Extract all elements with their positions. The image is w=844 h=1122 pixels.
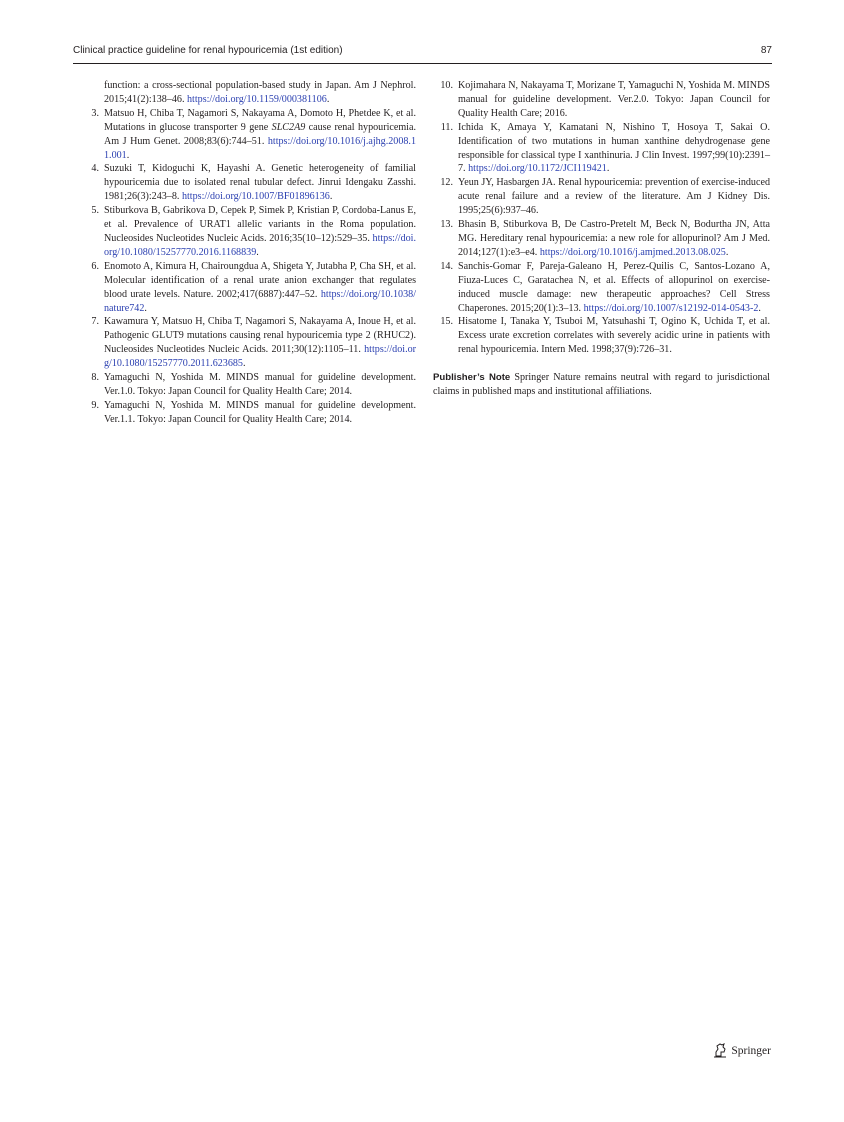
reference-number: 14. (440, 260, 453, 272)
reference-number: 15. (440, 316, 453, 328)
reference-number: 10. (440, 80, 453, 91)
reference-number: 11. (440, 121, 453, 133)
running-header (73, 43, 772, 64)
reference-10: 10. Kojimahara N, Nakayama T, Morizane T, Yamaguchi N, Yoshida M. MINDS manual for guideline development. Ver.2.0. Tokyo: Japan Council for Quality Health Care; 2016. (433, 79, 770, 121)
reference-12: 12. Yeun JY, Hasbargen JA. Renal hypouricemia: prevention of exercise-induced acute renal failure and a review of the literature. Am J Kidney Dis. 1995;25(6):937–46. (433, 176, 770, 218)
doi-link[interactable]: https://doi.org/10.1007/BF01896136 (181, 191, 330, 203)
reference-15: 15. Hisatome I, Tanaka Y, Tsuboi M, Yatsuhashi T, Ogino K, Uchida T, et al. Excess urate excretion correlates with severely acidic urine in patients with renal hypouricemia. Intern Med. 1998;37(9):726–31. (433, 315, 770, 357)
springer-brand: Springer (731, 1044, 771, 1057)
doi-link[interactable]: https://doi.org/10.1016/j.ajhg.2008.11.001 (104, 135, 416, 161)
reference-11: 11. Ichida K, Amaya Y, Kamatani N, Nishino T, Hosoya T, Sakai O. Identification of two mutations in human xanthine dehydrogenase gene responsible for classical type I xanthinuria. J Clin Invest. 1997;99(10):2391–7. https://doi.org/10.1172/JCI119421. (433, 121, 770, 177)
doi-link[interactable]: https://doi.org/10.1172/JCI119421 (468, 163, 607, 175)
reference-5: 5. Stiburkova B, Gabrikova D, Cepek P, Simek P, Kristian P, Cordoba-Lanus E, et al. Prevalence of URAT1 allelic variants in the Roma population. Nucleosides Nucleotides Nucleic Acids. 2016;35(10–12):529–35. https://doi.org/10.1080/15257770.2016.1168839. (79, 204, 416, 260)
reference-number: 13. (440, 219, 453, 231)
reference-6: 6. Enomoto A, Kimura H, Chairoungdua A, Shigeta Y, Jutabha P, Cha SH, et al. Molecular identification of a renal urate anion exchanger that regulates blood urate levels. Nature. 2002;417(6887):447–52. https://doi.org/10.1038/nature742. (79, 260, 416, 316)
reference-8: 8. Yamaguchi N, Yoshida M. MINDS manual for guideline development. Ver.1.0. Tokyo: Japan Council for Quality Health Care; 2014. (79, 371, 416, 399)
page-number: 87 (760, 45, 772, 56)
reference-14: 14. Sanchis-Gomar F, Pareja-Galeano H, Perez-Quilis C, Santos-Lozano A, Fiuza-Luces C, Garatachea N, et al. Effects of allopurinol on exercise-induced muscle damage: new therapeutic approaches? Cell Stress Chaperones. 2015;20(1):3–13. https://doi.org/10.1007/s12192-014-0543-2. (433, 260, 770, 316)
reference-number: 8. (91, 372, 99, 384)
doi-link[interactable]: https://doi.org/10.1007/s12192-014-0543-2 (583, 302, 759, 314)
reference-number: 3. (91, 107, 99, 119)
reference-number: 6. (91, 260, 99, 272)
doi-link[interactable]: https://doi.org/10.1038/nature742 (104, 288, 416, 314)
reference-number: 7. (91, 316, 99, 328)
doi-link[interactable]: https://doi.org/10.1159/000381106 (187, 93, 327, 105)
reference-number: 5. (91, 205, 99, 217)
reference-number: 4. (91, 163, 99, 175)
doi-link[interactable]: https://doi.org/10.1080/15257770.2011.623685 (104, 344, 416, 370)
publisher-note-text: Springer Nature remains neutral with regard to jurisdictional claims in published maps and institutional affiliations. (433, 372, 770, 398)
references-right-column (433, 79, 770, 399)
references-left-column (79, 79, 416, 427)
reference-number: 9. (91, 399, 99, 411)
reference-3: 3. Matsuo H, Chiba T, Nagamori S, Nakayama A, Domoto H, Phetdee K, et al. Mutations in glucose transporter 9 gene SLC2A9 cause renal hypouricemia. Am J Hum Genet. 2008;83(6):744–51. https://doi.org/10.1016/j.ajhg.2008.11.001. (79, 107, 416, 163)
publisher-footer (713, 1043, 771, 1058)
reference-13: 13. Bhasin B, Stiburkova B, De Castro-Pretelt M, Beck N, Bodurtha JN, Atta MG. Hereditary renal hypouricemia: a new role for allopurinol? Am J Med. 2014;127(1):e3–e4. https://doi.org/10.1016/j.amjmed.2013.08.025. (433, 218, 770, 260)
gene-name: SLC2A9 (271, 121, 306, 133)
doi-link[interactable]: https://doi.org/10.1016/j.amjmed.2013.08.025 (539, 246, 726, 258)
reference-2-continued: function: a cross-sectional population-based study in Japan. Am J Nephrol. 2015;41(2):138–46. https://doi.org/10.1159/000381106. (104, 80, 416, 105)
doi-link[interactable]: https://doi.org/10.1080/15257770.2016.1168839 (104, 232, 416, 258)
reference-9: 9. Yamaguchi N, Yoshida M. MINDS manual for guideline development. Ver.1.1. Tokyo: Japan Council for Quality Health Care; 2014. (79, 399, 416, 427)
publisher-note-label: Publisher’s Note (433, 372, 511, 384)
publisher-note (433, 371, 770, 399)
reference-4: 4. Suzuki T, Kidoguchi K, Hayashi A. Genetic heterogeneity of familial hypouricemia due to isolated renal tubular defect. Jinrui Idengaku Zasshi. 1981;26(3):243–8. https://doi.org/10.1007/BF01896136. (79, 162, 416, 204)
running-title: Clinical practice guideline for renal hypouricemia (1st edition) (73, 45, 343, 56)
reference-number: 12. (440, 177, 453, 189)
springer-horse-icon (713, 1043, 727, 1058)
reference-7: 7. Kawamura Y, Matsuo H, Chiba T, Nagamori S, Nakayama A, Inoue H, et al. Pathogenic GLUT9 mutations causing renal hypouricemia type 2 (RHUC2). Nucleosides Nucleotides Nucleic Acids. 2011;30(12):1105–11. https://doi.org/10.1080/15257770.2011.623685. (79, 315, 416, 371)
